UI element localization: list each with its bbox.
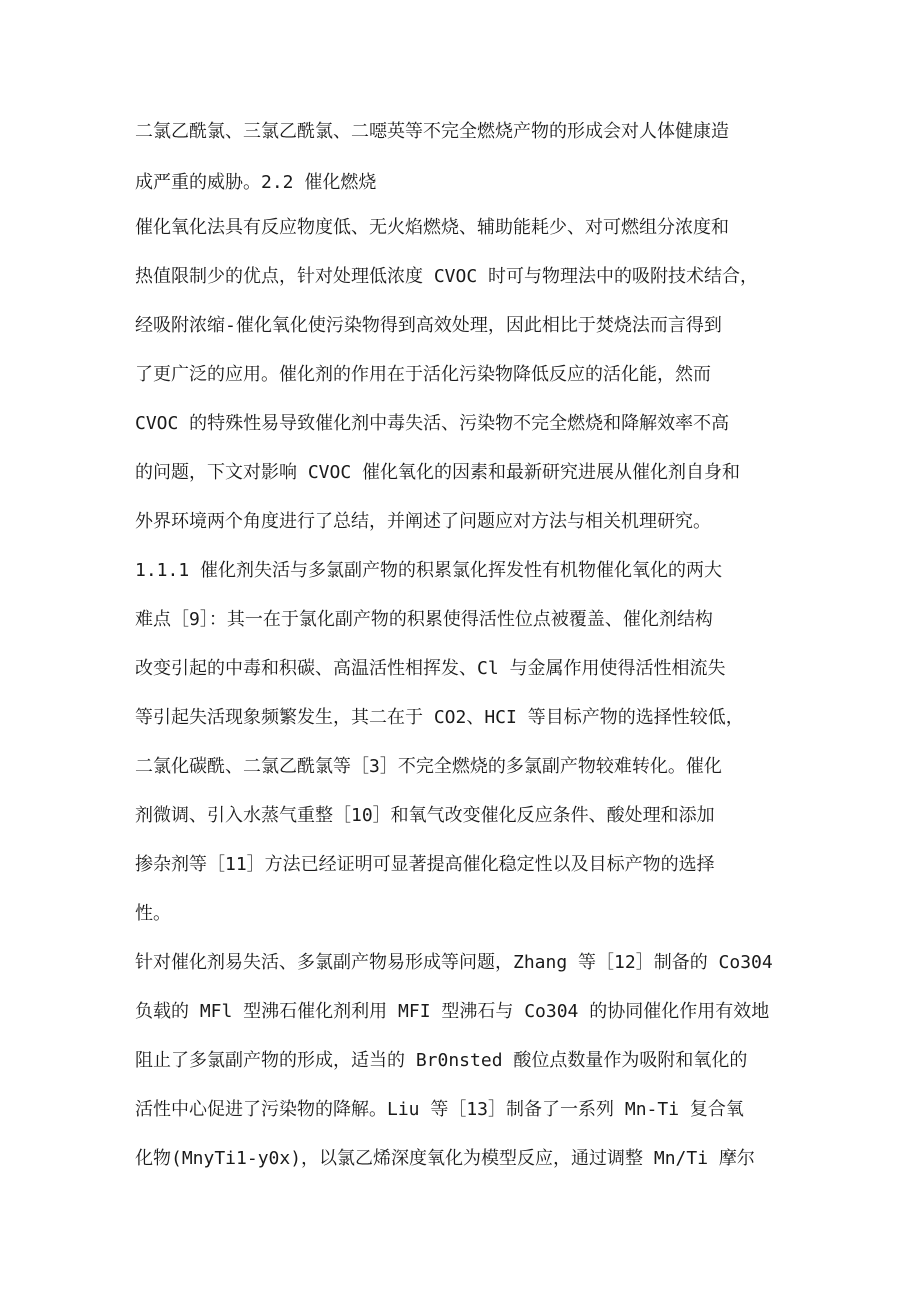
text-line: 了更广泛的应用。催化剂的作用在于活化污染物降低反应的活化能，然而 — [135, 364, 711, 385]
text-line: 性。 — [135, 903, 171, 924]
text-line: 负载的 MFl 型沸石催化剂利用 MFI 型沸石与 Co304 的协同催化作用有效地 — [135, 1001, 770, 1022]
text-line: 改变引起的中毒和积碳、高温活性相挥发、Cl 与金属作用使得活性相流失 — [135, 658, 726, 679]
text-line: 难点［9］：其一在于氯化副产物的积累使得活性位点被覆盖、催化剂结构 — [135, 609, 713, 630]
text-line: 外界环境两个角度进行了总结，并阐述了问题应对方法与相关机理研究。 — [135, 511, 711, 532]
text-line: 1.1.1 催化剂失活与多氯副产物的积累氯化挥发性有机物催化氧化的两大 — [135, 560, 723, 581]
text-line: 针对催化剂易失活、多氯副产物易形成等问题，Zhang 等［12］制备的 Co304 — [135, 952, 773, 973]
text-line: 的问题，下文对影响 CVOC 催化氧化的因素和最新研究进展从催化剂自身和 — [135, 462, 741, 483]
text-line: 二氯乙酰氯、三氯乙酰氯、二噁英等不完全燃烧产物的形成会对人体健康造 — [135, 121, 729, 142]
text-line: 阻止了多氯副产物的形成，适当的 Br0nsted 酸位点数量作为吸附和氧化的 — [135, 1050, 748, 1071]
text-line: 掺杂剂等［11］方法已经证明可显著提高催化稳定性以及目标产物的选择 — [135, 854, 715, 875]
text-line: CVOC 的特殊性易导致催化剂中毒失活、污染物不完全燃烧和降解效率不高 — [135, 413, 730, 434]
text-line: 等引起失活现象频繁发生，其二在于 CO2、HCI 等目标产物的选择性较低， — [135, 707, 744, 728]
text-line: 成严重的威胁。2.2 催化燃烧 — [135, 172, 377, 193]
text-line: 活性中心促进了污染物的降解。Liu 等［13］制备了一系列 Mn-Ti 复合氧 — [135, 1099, 744, 1120]
text-line: 催化氧化法具有反应物度低、无火焰燃烧、辅助能耗少、对可燃组分浓度和 — [135, 217, 729, 238]
text-line: 经吸附浓缩-催化氧化使污染物得到高效处理，因此相比于焚烧法而言得到 — [135, 315, 722, 336]
text-line: 二氯化碳酰、二氯乙酰氯等［3］不完全燃烧的多氯副产物较难转化。催化 — [135, 756, 722, 777]
text-line: 化物(MnyTi1-y0x)，以氯乙烯深度氧化为模型反应，通过调整 Mn/Ti 摩尔 — [135, 1148, 755, 1169]
text-line: 热值限制少的优点，针对处理低浓度 CVOC 时可与物理法中的吸附技术结合， — [135, 266, 759, 287]
text-line: 剂微调、引入水蒸气重整［10］和氧气改变催化反应条件、酸处理和添加 — [135, 805, 715, 826]
